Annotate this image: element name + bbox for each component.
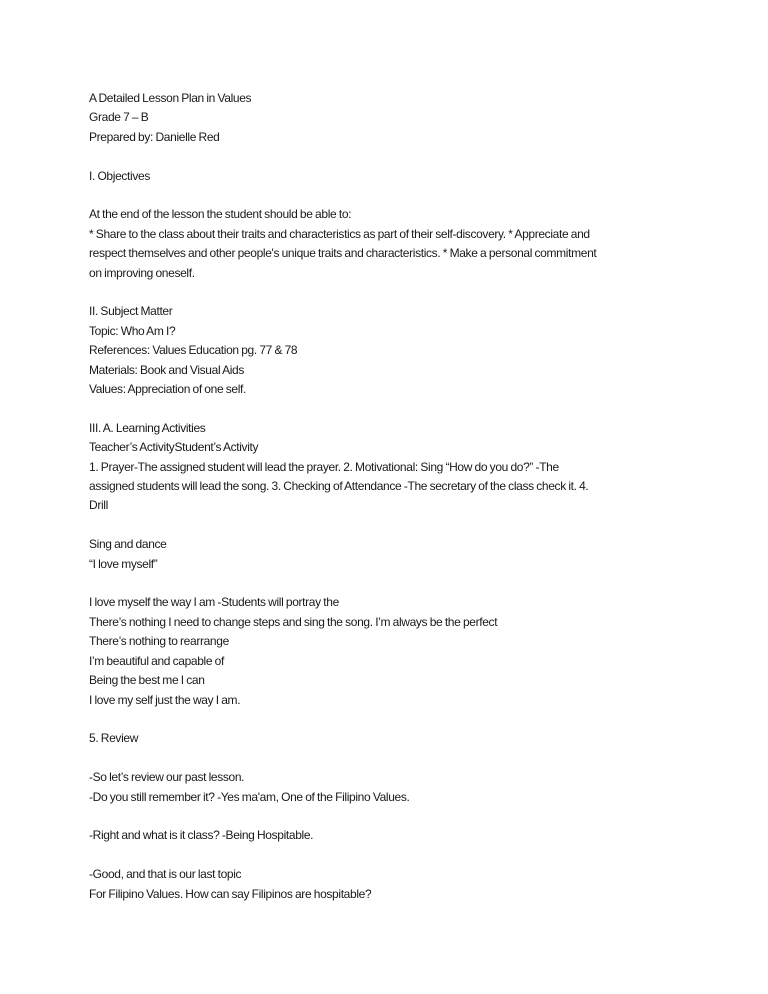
subject-matter-heading: II. Subject Matter [89,304,173,319]
lyric-line: Being the best me I can [89,673,205,688]
spacer [89,399,689,418]
spacer [89,283,689,302]
spacer [89,710,689,729]
review-line: -Do you still remember it? -Yes ma'am, One of the Filipino Values. [89,789,410,804]
spacer [89,807,689,826]
review-heading: 5. Review [89,731,139,746]
learning-activities-heading: III. A. Learning Activities [89,420,206,435]
activity-columns-line: Teacher’s ActivityStudent’s Activity [89,440,259,455]
prepared-by-line: Prepared by: Danielle Red [89,129,220,144]
review-line: -Right and what is it class? -Being Hospitable. [89,828,314,843]
spacer [89,516,689,535]
grade-line: Grade 7 – B [89,110,149,125]
spacer [89,749,689,768]
objectives-line: respect themselves and other people's unique traits and characteristics. * Make a personal commitment [89,246,597,261]
activity-line: 1. Prayer-The assigned student will lead the prayer. 2. Motivational: Sing “How do you do?” -The [89,459,559,474]
lyric-line: I love myself the way I am -Students will portray the [89,595,339,610]
objectives-line: on improving oneself. [89,265,195,280]
lesson-title: A Detailed Lesson Plan in Values [89,91,252,105]
song-intro-line: Sing and dance [89,537,167,552]
references-line: References: Values Education pg. 77 & 78 [89,343,298,358]
spacer [89,186,689,205]
spacer [89,147,689,166]
topic-line: Topic: Who Am I? [89,323,176,338]
values-line: Values: Appreciation of one self. [89,382,247,397]
spacer [89,846,689,865]
review-line: -So let’s review our past lesson. [89,770,245,785]
lyric-line: I love my self just the way I am. [89,692,241,707]
activity-line: assigned students will lead the song. 3. Checking of Attendance -The secretary of the class check it. 4. [89,479,589,494]
activity-line: Drill [89,498,108,513]
document-body [89,89,689,904]
objectives-heading: I. Objectives [89,168,150,183]
spacer [89,574,689,593]
lyric-line: There’s nothing to rearrange [89,634,229,649]
objectives-intro: At the end of the lesson the student should be able to: [89,207,352,222]
materials-line: Materials: Book and Visual Aids [89,362,245,377]
review-line: -Good, and that is our last topic [89,867,242,882]
lyric-line: I’m beautiful and capable of [89,653,224,668]
lyric-line: There’s nothing I need to change steps and sing the song. I’m always be the perfect [89,614,498,629]
objectives-line: * Share to the class about their traits and characteristics as part of their self-discovery. * Appreciate and [89,226,590,241]
review-line: For Filipino Values. How can say Filipinos are hospitable? [89,886,372,901]
song-title-line: “I love myself” [89,556,158,571]
